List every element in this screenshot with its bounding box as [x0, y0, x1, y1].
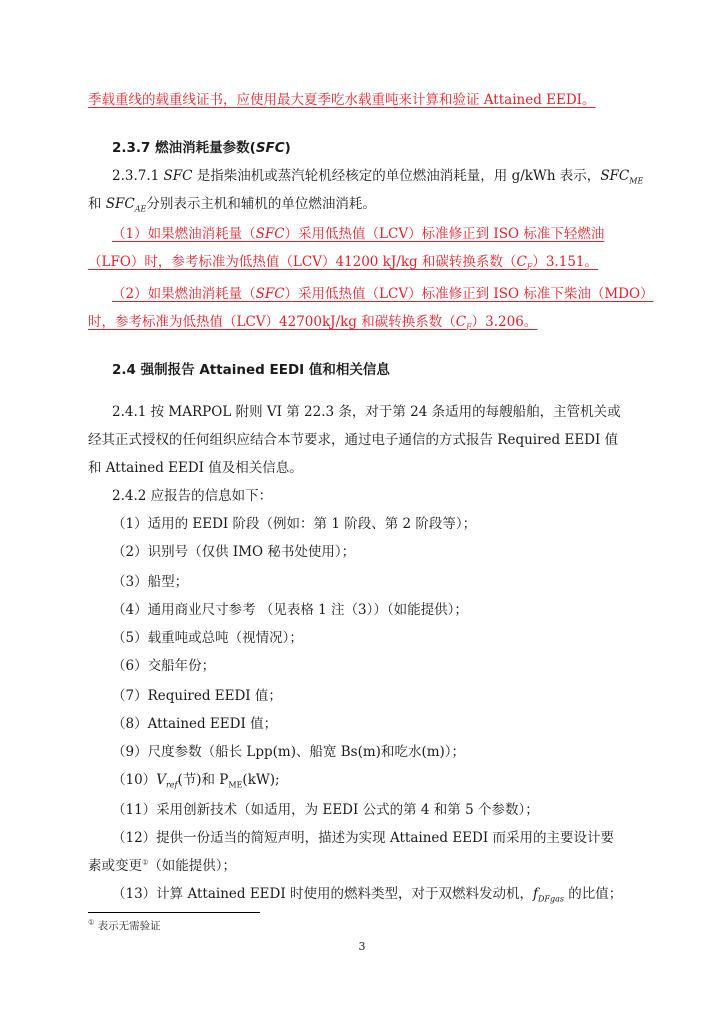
intro-line: 季载重线的载重线证书，应使用最大夏季吃水载重吨来计算和验证 Attained EEDI。: [88, 92, 596, 108]
para-2-4-1-line3: 和 Attained EEDI 值及相关信息。: [88, 460, 303, 476]
section-title: 燃油消耗量参数(SFC): [155, 140, 291, 156]
list-item-12-line1: （12）提供一份适当的简短声明，描述为实现 Attained EEDI 而采用的主要设计要: [112, 830, 614, 846]
list-item-vref-pme: $(10)V_{ref}$(节)和 $P_{ME}(kW)$;: [112, 772, 280, 790]
list-item: （11）采用创新技术（如适用，为 EEDI 公式的第 4 和第 5 个参数）；: [112, 802, 539, 818]
list-item: （5）载重吨或总吨（视情况）；: [112, 630, 303, 646]
list-item: （1）适用的 EEDI 阶段（例如：第 1 阶段、第 2 阶段等）；: [112, 516, 477, 532]
section-number: 2.3.7: [112, 140, 151, 156]
footnote-text: 表示无需验证: [94, 920, 161, 932]
para-2-3-7-1-line1: 2.3.7.1 SFC 是指柴油机或蒸汽轮机经核定的单位燃油消耗量，用 g/kWh 表示，$SFC_{ME}$: [112, 168, 644, 186]
list-item-12-line2: 素或变更①（如能提供）；: [88, 858, 237, 874]
list-item: （6）交船年份；: [112, 658, 216, 674]
mdo-item-line1: （2）如果燃油消耗量（SFC）采用低热值（LCV）标准修正到 ISO 标准下柴油（MDO）: [112, 286, 654, 302]
lfo-item-line1: （1）如果燃油消耗量（SFC）采用低热值（LCV）标准修正到 ISO 标准下轻燃油: [112, 226, 605, 242]
section-2-4-heading: 2.4 强制报告 Attained EEDI 值和相关信息: [112, 362, 390, 378]
footnote-divider: [88, 912, 260, 913]
footnote-mark: ①: [88, 918, 95, 927]
list-item: （3）船型；: [112, 574, 189, 590]
lfo-item-line2: （LFO）时，参考标准为低热值（LCV）41200 kJ/kg 和碳转换系数$(C_F)3.151$。: [88, 254, 598, 272]
list-item: （2）识别号（仅供 IMO 秘书处使用）；: [112, 544, 356, 560]
para-2-4-2: 2.4.2 应报告的信息如下：: [112, 488, 273, 504]
footnote-ref: ①: [142, 858, 149, 867]
page-number: 3: [358, 940, 366, 953]
section-2-3-7-heading: [112, 138, 672, 158]
para-2-3-7-1-line2: 和 $SFC_{AE}$分别表示主机和辅机的单位燃油消耗。: [88, 196, 376, 214]
para-2-4-1-line1: 2.4.1 按 MARPOL 附则 VI 第 22.3 条，对于第 24 条适用的每艘船舶，主管机关或: [112, 404, 621, 420]
list-item: （8）Attained EEDI 值；: [112, 716, 278, 732]
para-2-4-1-line2: 经其正式授权的任何组织应结合本节要求，通过电子通信的方式报告 Required EEDI 值: [88, 432, 619, 448]
footnote: [88, 918, 161, 934]
list-item: （4）通用商业尺寸参考 （见表格 1 注（3））（如能提供）；: [112, 602, 468, 618]
list-item-13: （13）计算 Attained EEDI 时使用的燃料类型，对于双燃料发动机，$f_{DFgas}$ 的比值；: [112, 886, 623, 904]
mdo-item-line2: 时，参考标准为低热值（LCV）42700kJ/kg 和碳转换系数$(C_F)3.206$。: [88, 314, 538, 332]
list-item: （9）尺度参数（船长 Lpp(m)、船宽 Bs(m)和吃水(m)）；: [112, 744, 466, 760]
list-item: （7）Required EEDI 值；: [112, 688, 282, 704]
